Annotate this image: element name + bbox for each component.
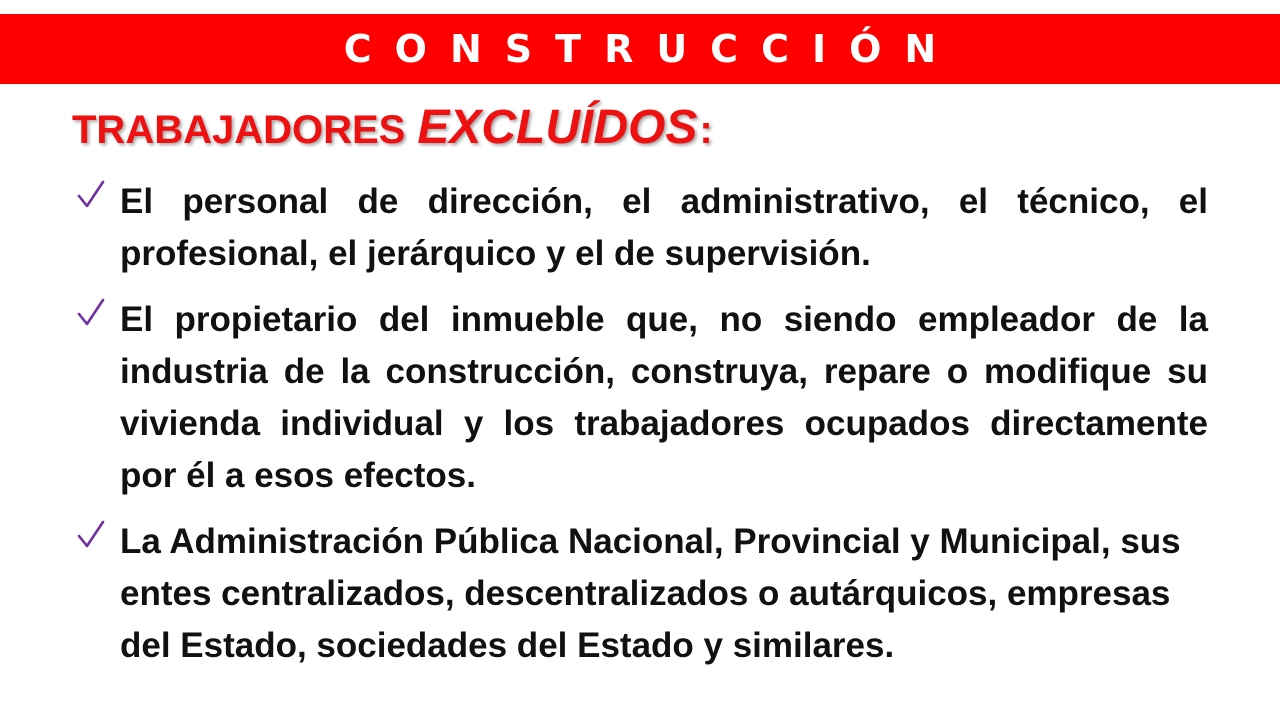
list-item-text: La Administración Pública Nacional, Provincial y Municipal, sus entes centralizados, descentralizados o autárquicos, empresas del Estado, sociedades del Estado y similares.	[120, 522, 1181, 665]
checkmark-icon	[76, 296, 106, 330]
slide-title: CONSTRUCCIÓN	[343, 27, 960, 71]
title-banner	[0, 14, 1280, 84]
list-item	[72, 516, 1208, 672]
list-item	[72, 176, 1208, 280]
heading-main-text: TRABAJADORES	[72, 108, 406, 152]
checkmark-icon	[76, 518, 106, 552]
section-heading	[72, 100, 713, 160]
checkmark-icon	[76, 178, 106, 212]
heading-emphasis-text: EXCLUÍDOS	[417, 101, 698, 154]
list-item-text: El propietario del inmueble que, no siendo empleador de la industria de la construcción, construya, repare o modifique su vivienda individual y los trabajadores ocupados directamente por él a esos efectos.	[120, 300, 1208, 495]
list-item	[72, 294, 1208, 502]
excluded-workers-list	[72, 176, 1208, 686]
heading-colon: :	[699, 108, 713, 152]
list-item-text: El personal de dirección, el administrativo, el técnico, el profesional, el jerárquico y el de supervisión.	[120, 182, 1208, 273]
